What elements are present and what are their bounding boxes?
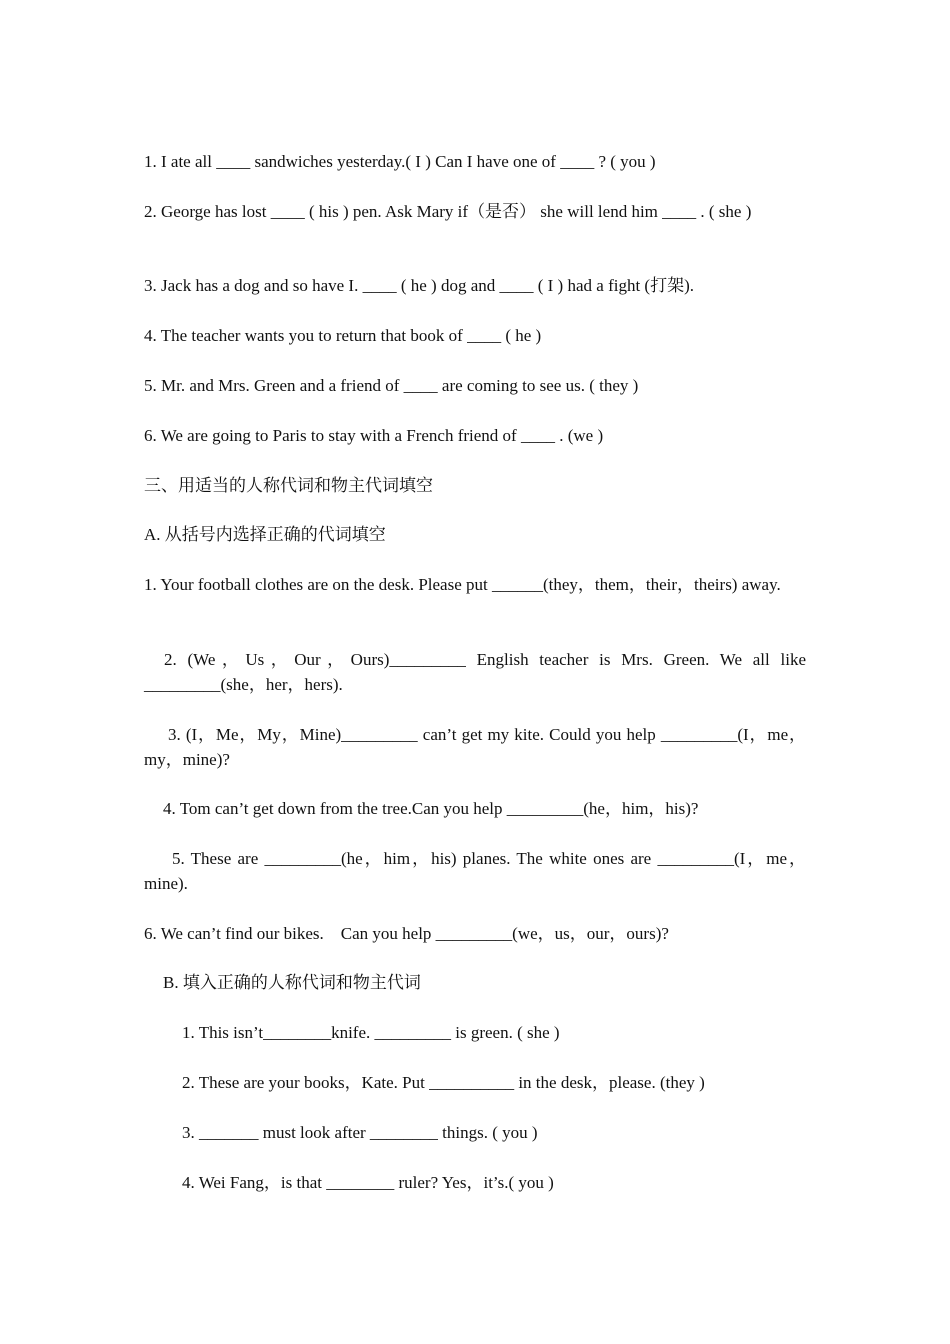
part-a-item-6: 6. We can’t find our bikes. Can you help _________(we，us，our，ours)? <box>144 924 669 943</box>
part-b-item-2: 2. These are your books，Kate. Put __________ in the desk，please. (they ) <box>182 1073 705 1092</box>
part-a-item-1: 1. Your football clothes are on the desk. Please put ______(they，them，their，theirs) away. <box>144 575 781 594</box>
part-a-item-4: 4. Tom can’t get down from the tree.Can you help _________(he，him，his)? <box>163 799 699 818</box>
exercise-item-5: 5. Mr. and Mrs. Green and a friend of ____ are coming to see us. ( they ) <box>144 376 639 395</box>
part-a-item-5: 5. These are _________(he，him，his) planes. The white ones are _________(I，me，mine). <box>144 849 806 893</box>
part-b-heading: B. 填入正确的人称代词和物主代词 <box>163 973 421 992</box>
part-a-heading: A. 从括号内选择正确的代词填空 <box>144 525 386 544</box>
part-b-item-4: 4. Wei Fang，is that ________ ruler? Yes，it’s.( you ) <box>182 1173 554 1192</box>
exercise-item-4: 4. The teacher wants you to return that book of ____ ( he ) <box>144 326 542 345</box>
exercise-item-2: 2. George has lost ____ ( his ) pen. Ask Mary if（是否） she will lend him ____ . ( she ) <box>144 202 752 221</box>
part-b-item-1: 1. This isn’t________knife. _________ is green. ( she ) <box>182 1023 560 1042</box>
exercise-item-1: 1. I ate all ____ sandwiches yesterday.( I ) Can I have one of ____ ? ( you ) <box>144 152 656 171</box>
part-a-item-3: 3. (I，Me，My，Mine)_________ can’t get my kite. Could you help _________(I，me，my，mine)? <box>144 725 806 769</box>
exercise-item-6: 6. We are going to Paris to stay with a French friend of ____ . (we ) <box>144 426 604 445</box>
part-a-item-2: 2. (We，Us，Our，Ours)_________ English teacher is Mrs. Green. We all like _________(she，her，hers). <box>144 650 806 694</box>
section-heading: 三、用适当的人称代词和物主代词填空 <box>144 476 433 495</box>
exercise-item-3: 3. Jack has a dog and so have I. ____ ( he ) dog and ____ ( I ) had a fight (打架). <box>144 276 694 295</box>
part-b-item-3: 3. _______ must look after ________ things. ( you ) <box>182 1123 538 1142</box>
